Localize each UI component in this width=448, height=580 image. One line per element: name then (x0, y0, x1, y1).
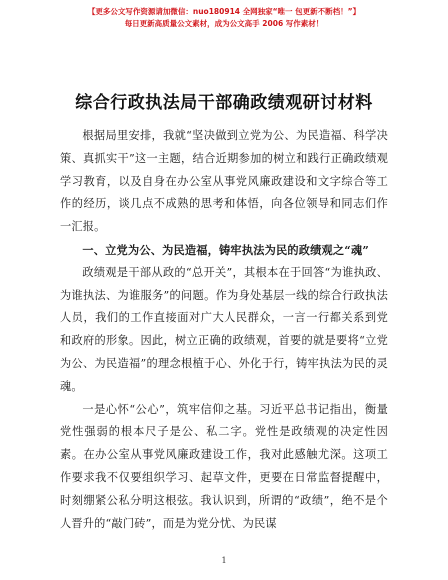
intro-paragraph: 根据局里安排，我就“坚决做到立党为公、为民造福、科学决策、真抓实干”这一主题，结合近期参加的树立和践行正确政绩观学习教育，以及自身在办公室从事党风廉政建设和文字综合等工作的经历，谈几点不成熟的思考和体悟，向各位领导和同志们作一汇报。 (60, 129, 388, 234)
page-number: 1 (221, 556, 227, 565)
document-title: 综合行政执法局干部确政绩观研讨材料 (75, 93, 373, 113)
body-paragraph-3: 一是心怀“公心”，筑牢信仰之基。习近平总书记指出，衡量党性强弱的根本尺子是公、私二字。党性是政绩观的决定性因素。在办公室从事党风廉政建设工作，我对此感触尤深。这项工作要求我不仅要组织学习、起草文件，更要在日常监督提醒中，时刻绷紧公私分明这根弦。我认识到，所谓的“政绩”，绝不是个人晋升的“敲门砖”，而是为党分忧、为民谋 (60, 402, 388, 530)
document-body (60, 125, 388, 535)
banner-line-1: 【更多公文写作资源请加微信：nuo180914 全网独家“唯一 包更新不断档！”】 (87, 7, 361, 16)
banner-line-2: 每日更新高质量公文素材，成为公文高手 2006 写作素材！ (124, 19, 324, 28)
body-paragraph-2: 政绩观是干部从政的“总开关”，其根本在于回答“为谁执政、为谁执法、为谁服务”的问题。作为身处基层一线的综合行政执法人员，我们的工作直接面对广大人民群众，一言一行都关系到党和政府的形象。因此，树立正确的政绩观，首要的就是要将“立党为公、为民造福”的理念根植于心、外化于行，铸牢执法为民的灵魂。 (60, 265, 388, 393)
section-heading-1: 一、立党为公、为民造福，铸牢执法为民的政绩观之“魂” (82, 242, 369, 257)
promo-banner (0, 6, 448, 29)
